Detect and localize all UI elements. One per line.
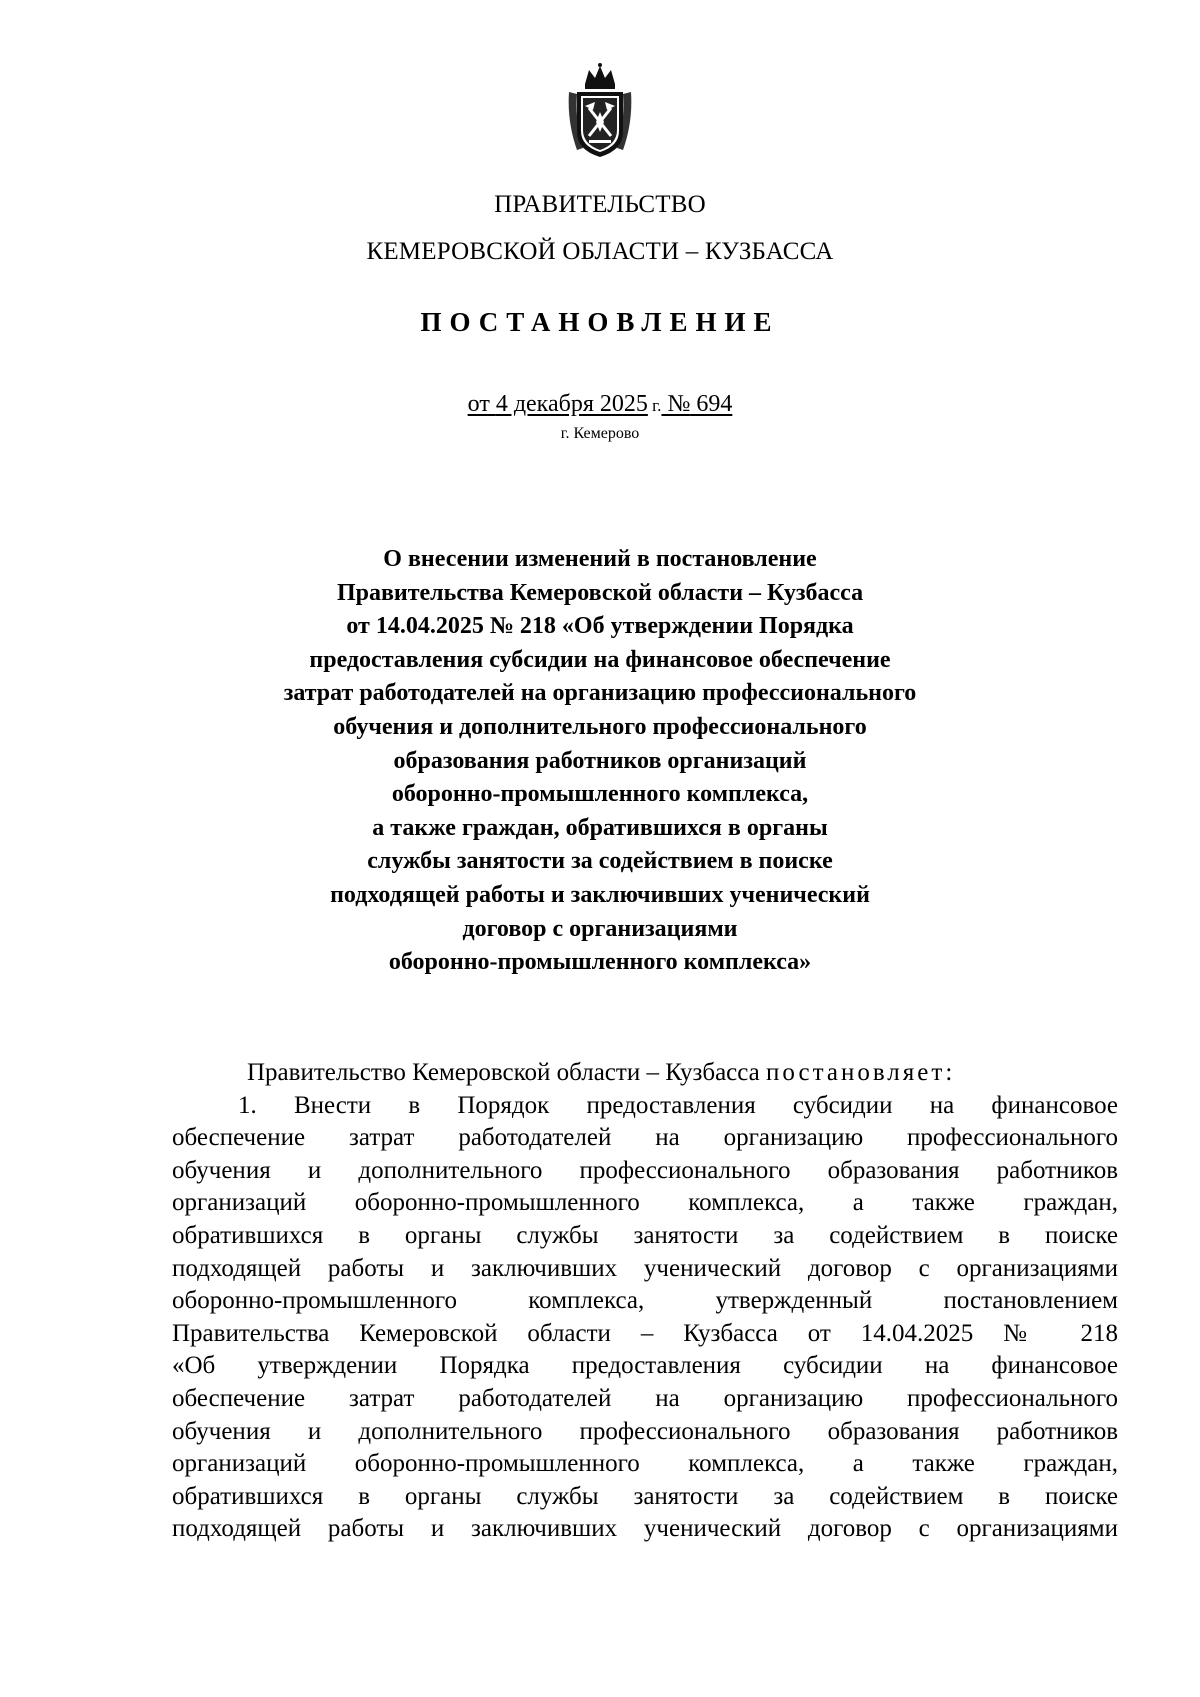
date-prefix: от xyxy=(467,391,496,417)
document-date: 4 декабря 2025 xyxy=(495,391,648,417)
body-line: обратившихся в органы службы занятости за содействием в поиске xyxy=(172,1221,1118,1249)
number-label: № xyxy=(661,391,691,417)
title-line: предоставления субсидии на финансовое обеспечение xyxy=(309,646,891,673)
body-line: обучения и дополнительного профессионального образования работников xyxy=(172,1156,1118,1184)
document-date-number xyxy=(0,389,1200,421)
title-line: а также граждан, обратившихся в органы xyxy=(372,814,828,841)
title-line: затрат работодателей на организацию профессионального xyxy=(283,680,917,707)
date-suffix: г. xyxy=(647,396,662,415)
intro-colon: : xyxy=(945,1059,953,1086)
document-city: г. Кемерово xyxy=(560,425,640,442)
kuzbass-coat-of-arms-icon xyxy=(565,62,635,160)
document-body xyxy=(172,1057,1118,1546)
document-title xyxy=(200,543,1000,980)
body-line: подходящей работы и заключивших ученический договор с организациями xyxy=(172,1515,1118,1543)
body-line: 1. Внести в Порядок предоставления субсидии на финансовое xyxy=(238,1091,1118,1119)
body-line: Правительства Кемеровской области – Кузбасса от 14.04.2025 № 218 xyxy=(172,1319,1118,1347)
title-line: от 14.04.2025 № 218 «Об утверждении Порядка xyxy=(346,613,854,640)
title-line: образования работников организаций xyxy=(393,747,807,774)
government-name-line1: ПРАВИТЕЛЬСТВО xyxy=(494,191,706,218)
body-line: организаций оборонно-промышленного комплекса, а также граждан, xyxy=(172,1450,1118,1478)
body-line: оборонно-промышленного комплекса, утвержденный постановлением xyxy=(172,1287,1118,1315)
title-line: обучения и дополнительного профессионального xyxy=(333,713,867,740)
body-line: обеспечение затрат работодателей на организацию профессионального xyxy=(172,1124,1118,1152)
intro-text: Правительство Кемеровской области – Кузбасса xyxy=(247,1059,767,1086)
document-number: 694 xyxy=(690,391,733,417)
title-line: Правительства Кемеровской области – Кузбасса xyxy=(336,579,864,606)
government-name-line2: КЕМЕРОВСКОЙ ОБЛАСТИ – КУЗБАССА xyxy=(366,238,834,265)
title-line: договор с организациями xyxy=(462,915,738,942)
body-line: обучения и дополнительного профессионального образования работников xyxy=(172,1417,1118,1445)
intro-paragraph xyxy=(172,1057,1118,1090)
body-line: организаций оборонно-промышленного комплекса, а также граждан, xyxy=(172,1189,1118,1217)
document-type-heading: ПОСТАНОВЛЕНИЕ xyxy=(420,307,780,337)
body-line: подходящей работы и заключивших ученический договор с организациями xyxy=(172,1254,1118,1282)
title-line: службы занятости за содействием в поиске xyxy=(367,848,833,875)
title-line: О внесении изменений в постановление xyxy=(383,546,817,572)
body-line: «Об утверждении Порядка предоставления субсидии на финансовое xyxy=(172,1352,1118,1380)
title-line: подходящей работы и заключивших ученический xyxy=(330,881,870,908)
title-line: оборонно-промышленного комплекса, xyxy=(391,781,809,808)
body-line: обеспечение затрат работодателей на организацию профессионального xyxy=(172,1384,1118,1412)
title-line: оборонно-промышленного комплекса» xyxy=(388,949,812,976)
intro-verb: постановляет xyxy=(766,1059,946,1086)
body-line: обратившихся в органы службы занятости за содействием в поиске xyxy=(172,1482,1118,1510)
